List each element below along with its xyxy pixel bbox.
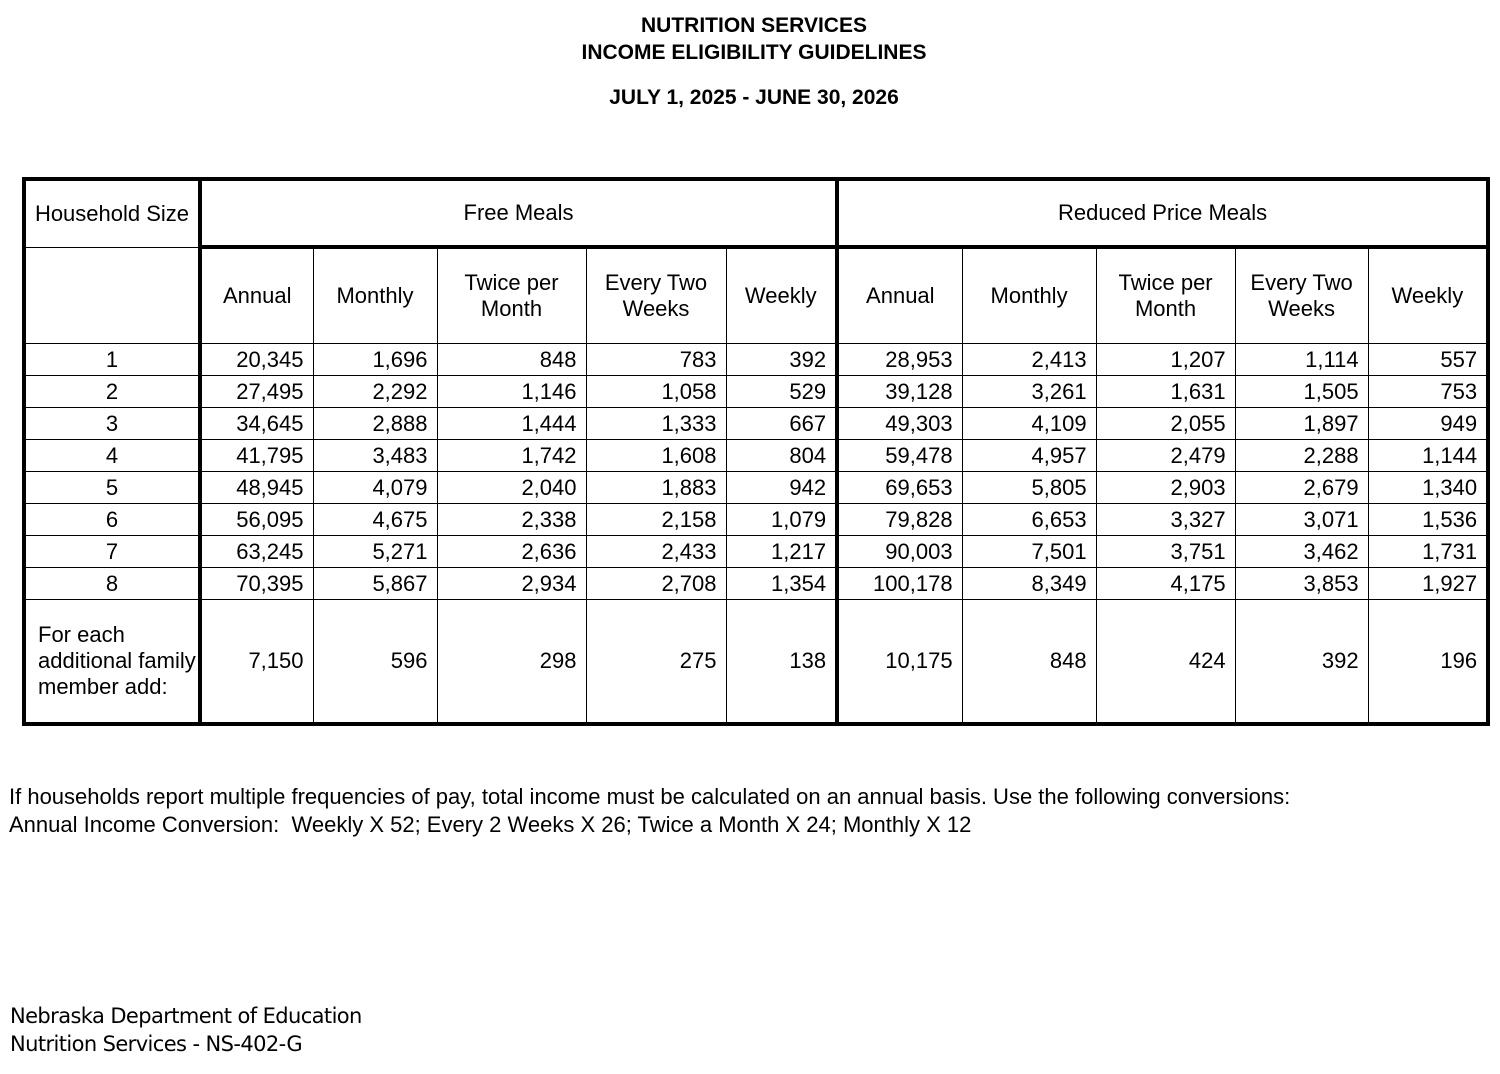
income-cell: 1,354 bbox=[726, 568, 837, 600]
free-meals-header: Free Meals bbox=[200, 179, 837, 247]
income-cell: 2,679 bbox=[1235, 472, 1368, 504]
income-cell: 1,608 bbox=[586, 440, 726, 472]
income-cell: 27,495 bbox=[200, 376, 313, 408]
household-size-cell: 3 bbox=[24, 408, 200, 440]
footer-organization: Nebraska Department of Education bbox=[10, 1004, 362, 1028]
income-cell: 28,953 bbox=[837, 344, 962, 376]
income-cell: 70,395 bbox=[200, 568, 313, 600]
income-cell: 529 bbox=[726, 376, 837, 408]
column-header: Annual bbox=[200, 247, 313, 344]
date-range: JULY 1, 2025 - JUNE 30, 2026 bbox=[609, 86, 899, 109]
income-cell: 2,433 bbox=[586, 536, 726, 568]
income-cell: 2,055 bbox=[1096, 408, 1235, 440]
income-cell: 2,413 bbox=[962, 344, 1096, 376]
additional-member-cell: 7,150 bbox=[200, 600, 313, 725]
household-size-cell: 7 bbox=[24, 536, 200, 568]
income-cell: 783 bbox=[586, 344, 726, 376]
income-cell: 1,079 bbox=[726, 504, 837, 536]
column-header: Monthly bbox=[313, 247, 437, 344]
income-cell: 56,095 bbox=[200, 504, 313, 536]
table-row bbox=[24, 568, 1488, 600]
income-cell: 1,114 bbox=[1235, 344, 1368, 376]
table-row bbox=[24, 536, 1488, 568]
income-cell: 1,631 bbox=[1096, 376, 1235, 408]
income-cell: 2,934 bbox=[437, 568, 586, 600]
income-cell: 1,897 bbox=[1235, 408, 1368, 440]
income-cell: 1,927 bbox=[1368, 568, 1488, 600]
income-cell: 1,340 bbox=[1368, 472, 1488, 504]
household-size-cell: 1 bbox=[24, 344, 200, 376]
income-cell: 3,483 bbox=[313, 440, 437, 472]
income-cell: 942 bbox=[726, 472, 837, 504]
income-cell: 6,653 bbox=[962, 504, 1096, 536]
income-cell: 41,795 bbox=[200, 440, 313, 472]
income-cell: 2,479 bbox=[1096, 440, 1235, 472]
income-cell: 4,957 bbox=[962, 440, 1096, 472]
income-cell: 4,109 bbox=[962, 408, 1096, 440]
column-header: Every Two Weeks bbox=[586, 247, 726, 344]
income-cell: 2,903 bbox=[1096, 472, 1235, 504]
column-header: Annual bbox=[837, 247, 962, 344]
income-cell: 2,040 bbox=[437, 472, 586, 504]
income-cell: 1,536 bbox=[1368, 504, 1488, 536]
column-header: Twice per Month bbox=[1096, 247, 1235, 344]
income-cell: 8,349 bbox=[962, 568, 1096, 600]
household-size-header: Household Size bbox=[24, 179, 200, 247]
income-cell: 5,271 bbox=[313, 536, 437, 568]
table-row bbox=[24, 376, 1488, 408]
income-cell: 1,217 bbox=[726, 536, 837, 568]
column-header: Weekly bbox=[1368, 247, 1488, 344]
additional-member-cell: 138 bbox=[726, 600, 837, 725]
income-cell: 2,288 bbox=[1235, 440, 1368, 472]
column-header: Weekly bbox=[726, 247, 837, 344]
income-cell: 63,245 bbox=[200, 536, 313, 568]
income-cell: 20,345 bbox=[200, 344, 313, 376]
additional-member-cell: 392 bbox=[1235, 600, 1368, 725]
document-title: NUTRITION SERVICES bbox=[641, 14, 867, 37]
additional-member-cell: 298 bbox=[437, 600, 586, 725]
income-cell: 3,751 bbox=[1096, 536, 1235, 568]
income-cell: 3,462 bbox=[1235, 536, 1368, 568]
income-cell: 1,207 bbox=[1096, 344, 1235, 376]
income-cell: 2,158 bbox=[586, 504, 726, 536]
income-cell: 79,828 bbox=[837, 504, 962, 536]
income-cell: 4,675 bbox=[313, 504, 437, 536]
income-cell: 2,338 bbox=[437, 504, 586, 536]
income-cell: 804 bbox=[726, 440, 837, 472]
income-cell: 39,128 bbox=[837, 376, 962, 408]
income-cell: 69,653 bbox=[837, 472, 962, 504]
column-header: Twice per Month bbox=[437, 247, 586, 344]
income-cell: 2,708 bbox=[586, 568, 726, 600]
income-cell: 1,444 bbox=[437, 408, 586, 440]
household-size-cell: 6 bbox=[24, 504, 200, 536]
household-size-cell: 5 bbox=[24, 472, 200, 504]
income-cell: 3,853 bbox=[1235, 568, 1368, 600]
income-cell: 1,505 bbox=[1235, 376, 1368, 408]
table-row bbox=[24, 344, 1488, 376]
column-header: Monthly bbox=[962, 247, 1096, 344]
income-cell: 1,883 bbox=[586, 472, 726, 504]
additional-member-cell: 275 bbox=[586, 600, 726, 725]
income-cell: 1,333 bbox=[586, 408, 726, 440]
income-cell: 2,888 bbox=[313, 408, 437, 440]
income-cell: 392 bbox=[726, 344, 837, 376]
income-cell: 49,303 bbox=[837, 408, 962, 440]
conversion-formula: Annual Income Conversion: Weekly X 52; Every 2 Weeks X 26; Twice a Month X 24; Monthly X 12 bbox=[9, 812, 972, 837]
income-cell: 848 bbox=[437, 344, 586, 376]
eligibility-table bbox=[22, 177, 1490, 726]
income-cell: 2,636 bbox=[437, 536, 586, 568]
household-size-cell: 2 bbox=[24, 376, 200, 408]
table-row bbox=[24, 472, 1488, 504]
additional-member-cell: 196 bbox=[1368, 600, 1488, 725]
income-cell: 1,144 bbox=[1368, 440, 1488, 472]
income-cell: 753 bbox=[1368, 376, 1488, 408]
table-row bbox=[24, 504, 1488, 536]
income-cell: 949 bbox=[1368, 408, 1488, 440]
income-cell: 48,945 bbox=[200, 472, 313, 504]
income-cell: 667 bbox=[726, 408, 837, 440]
income-cell: 5,867 bbox=[313, 568, 437, 600]
household-size-blank-cell bbox=[24, 247, 200, 344]
household-size-cell: 8 bbox=[24, 568, 200, 600]
income-cell: 3,327 bbox=[1096, 504, 1235, 536]
footer-form-id: Nutrition Services - NS-402-G bbox=[10, 1032, 303, 1056]
income-cell: 4,175 bbox=[1096, 568, 1235, 600]
income-cell: 3,261 bbox=[962, 376, 1096, 408]
income-cell: 1,058 bbox=[586, 376, 726, 408]
additional-member-cell: 10,175 bbox=[837, 600, 962, 725]
income-cell: 5,805 bbox=[962, 472, 1096, 504]
reduced-price-meals-header: Reduced Price Meals bbox=[837, 179, 1488, 247]
household-size-cell: 4 bbox=[24, 440, 200, 472]
income-cell: 1,696 bbox=[313, 344, 437, 376]
income-cell: 1,731 bbox=[1368, 536, 1488, 568]
income-cell: 90,003 bbox=[837, 536, 962, 568]
additional-member-cell: 848 bbox=[962, 600, 1096, 725]
additional-member-row bbox=[24, 600, 1488, 725]
income-cell: 1,146 bbox=[437, 376, 586, 408]
additional-member-label: For each additional family member add: bbox=[24, 600, 200, 725]
document-subtitle: INCOME ELIGIBILITY GUIDELINES bbox=[581, 41, 927, 64]
income-cell: 34,645 bbox=[200, 408, 313, 440]
income-cell: 2,292 bbox=[313, 376, 437, 408]
income-cell: 557 bbox=[1368, 344, 1488, 376]
additional-member-cell: 596 bbox=[313, 600, 437, 725]
income-cell: 4,079 bbox=[313, 472, 437, 504]
income-cell: 7,501 bbox=[962, 536, 1096, 568]
income-cell: 59,478 bbox=[837, 440, 962, 472]
conversion-note: If households report multiple frequencies of pay, total income must be calculated on an annual basis. Use the following conversions: bbox=[9, 784, 1291, 809]
table-row bbox=[24, 440, 1488, 472]
income-cell: 3,071 bbox=[1235, 504, 1368, 536]
additional-member-cell: 424 bbox=[1096, 600, 1235, 725]
income-cell: 1,742 bbox=[437, 440, 586, 472]
table-row bbox=[24, 408, 1488, 440]
column-header: Every Two Weeks bbox=[1235, 247, 1368, 344]
income-cell: 100,178 bbox=[837, 568, 962, 600]
